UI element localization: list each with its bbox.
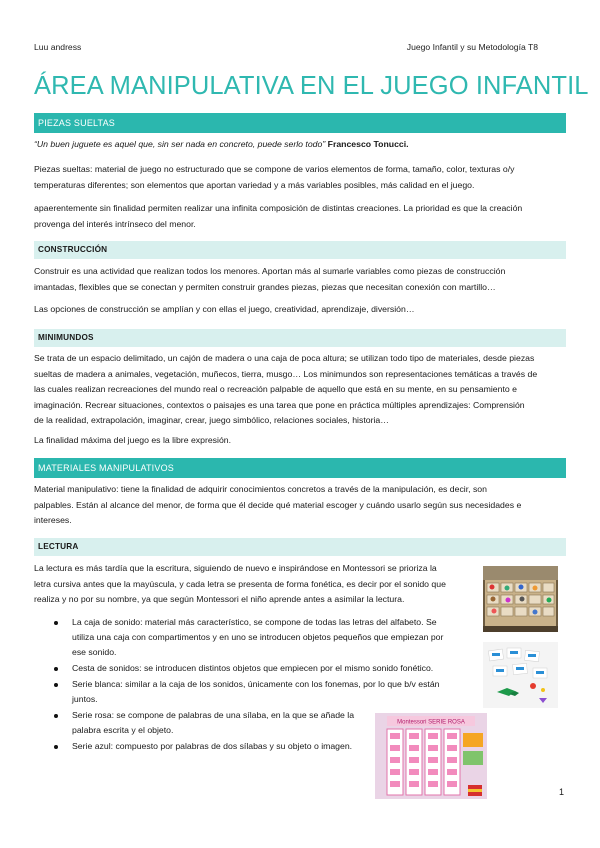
list-item [34,661,444,676]
quote-text: “Un buen juguete es aquel que, sin ser nada en concreto, puede serlo todo” [34,139,326,149]
text-line: las cuales realizan recreaciones del mundo real o recreación palpable de aquello que está en su mente, en su pensamiento e [34,384,517,394]
minimundos-paragraph-1 [34,351,564,429]
text-line: Serie rosa: se compone de palabras de una sílaba, en la que se añade la [72,710,355,720]
page-title: ÁREA MANIPULATIVA EN EL JUEGO INFANTIL [34,72,589,100]
text-line: La lectura es más tardía que la escritura, siguiendo de nuevo e inspirándose en Montessori se prioriza la [34,563,437,573]
text-line: ese sonido. [72,647,117,657]
text-line: apaerentemente sin finalidad permiten realizar una infinita composición de distintas creaciones. La prioridad es que la creación [34,203,523,213]
text-line: temperaturas diferentes; son elementos que aportan variedad y a más variables posibles, más calidad en el juego. [34,179,475,190]
minimundos-paragraph-2: La finalidad máxima del juego es la libre expresión. [34,435,232,445]
text-line: palabra escrita y el objeto. [72,725,174,735]
text-line: Cesta de sonidos: se introducen distintos objetos que empiecen por el mismo sonido fonético. [72,663,434,673]
quote-author: Francesco Tonucci. [325,139,409,149]
text-line: juntos. [72,694,98,704]
text-line: imantadas, flexibles que se conectan y permiten construir grandes piezas, piezas que necesitan conexión con martillo… [34,281,496,292]
bullet-icon [54,667,58,671]
section-heading-minimundos: MINIMUNDOS [34,329,566,347]
piezas-paragraph-1 [34,162,564,193]
text-line: sueltas de madera a animales, vegetación, muñecos, tierra, musgo… Los minimundos son representaciones temáticas a través de [34,368,538,379]
list-item [34,615,444,660]
sound-box-photo [483,566,558,632]
text-line: palpables. Están al alcance del menor, de forma que él decide qué material escoger y cuándo usarlo según sus necesidades e [34,499,522,510]
text-line: intereses. [34,515,72,525]
section-heading-piezas-sueltas: PIEZAS SUELTAS [34,113,566,133]
header-author: Luu andress [34,42,82,52]
bullet-icon [54,745,58,749]
text-line: imaginación. Recrear situaciones, contextos o paisajes es una tarea que pone en práctica múltiples aprendizajes: Comprensión [34,399,525,410]
pink-series-photo [375,713,487,799]
text-line: de la realidad, extrapolación, imaginar, crear, juego simbólico, relaciones sociales, historia… [34,415,389,425]
white-series-photo [483,642,558,708]
header-subject: Juego Infantil y su Metodología T8 [406,42,538,52]
text-line: Serie blanca: similar a la caja de los sonidos, únicamente con los fonemas, por lo que b/v están [72,679,440,689]
materiales-paragraph [34,482,564,529]
construccion-paragraph-2: Las opciones de construcción se amplían y con ellas el juego, creatividad, aprendizaje, diversión… [34,304,415,314]
lectura-paragraph [34,561,474,608]
section-heading-lectura: LECTURA [34,538,566,556]
text-line: Material manipulativo: tiene la finalidad de adquirir conocimientos concretos a través de la manipulación, es decir, son [34,484,487,494]
text-line: Se trata de un espacio delimitado, un cajón de madera o una caja de poca altura; se utilizan todo tipo de materiales, desde piezas [34,353,535,363]
text-line: La caja de sonido: material más característico, se compone de todas las letras del alfabeto. Se [72,617,437,627]
quote [34,137,564,153]
text-line: provenga del interés intrínseco del menor. [34,218,196,229]
piezas-paragraph-2 [34,201,564,232]
photo3-caption: Montessori SERIE ROSA [397,719,465,726]
text-line: utiliza una caja con compartimentos y en uno se introducen objetos pequeños que empiezan por [72,632,444,642]
text-line: Piezas sueltas: material de juego no estructurado que se compone de varios elementos de forma, tamaño, color, texturas o/y [34,164,515,174]
bullet-icon [54,683,58,687]
text-line: letra cursiva antes que la mayúscula, y cada letra se presenta de forma fonética, es decir por el sonido que [34,578,446,589]
section-heading-construccion: CONSTRUCCIÓN [34,241,566,259]
bullet-icon [54,621,58,625]
text-line: Construir es una actividad que realizan todos los menores. Aportan más al sumarle variables como piezas de construcción [34,266,506,276]
list-item [34,677,444,707]
text-line: Serie azul: compuesto por palabras de dos sílabas y su objeto o imagen. [72,741,353,751]
bullet-icon [54,714,58,718]
page-number: 1 [558,787,564,797]
section-heading-materiales: MATERIALES MANIPULATIVOS [34,458,566,478]
construccion-paragraph-1 [34,264,564,295]
text-line: realiza y no por su nombre, ya que según Montessori el niño aprende antes a asimilar la lectura. [34,594,405,604]
